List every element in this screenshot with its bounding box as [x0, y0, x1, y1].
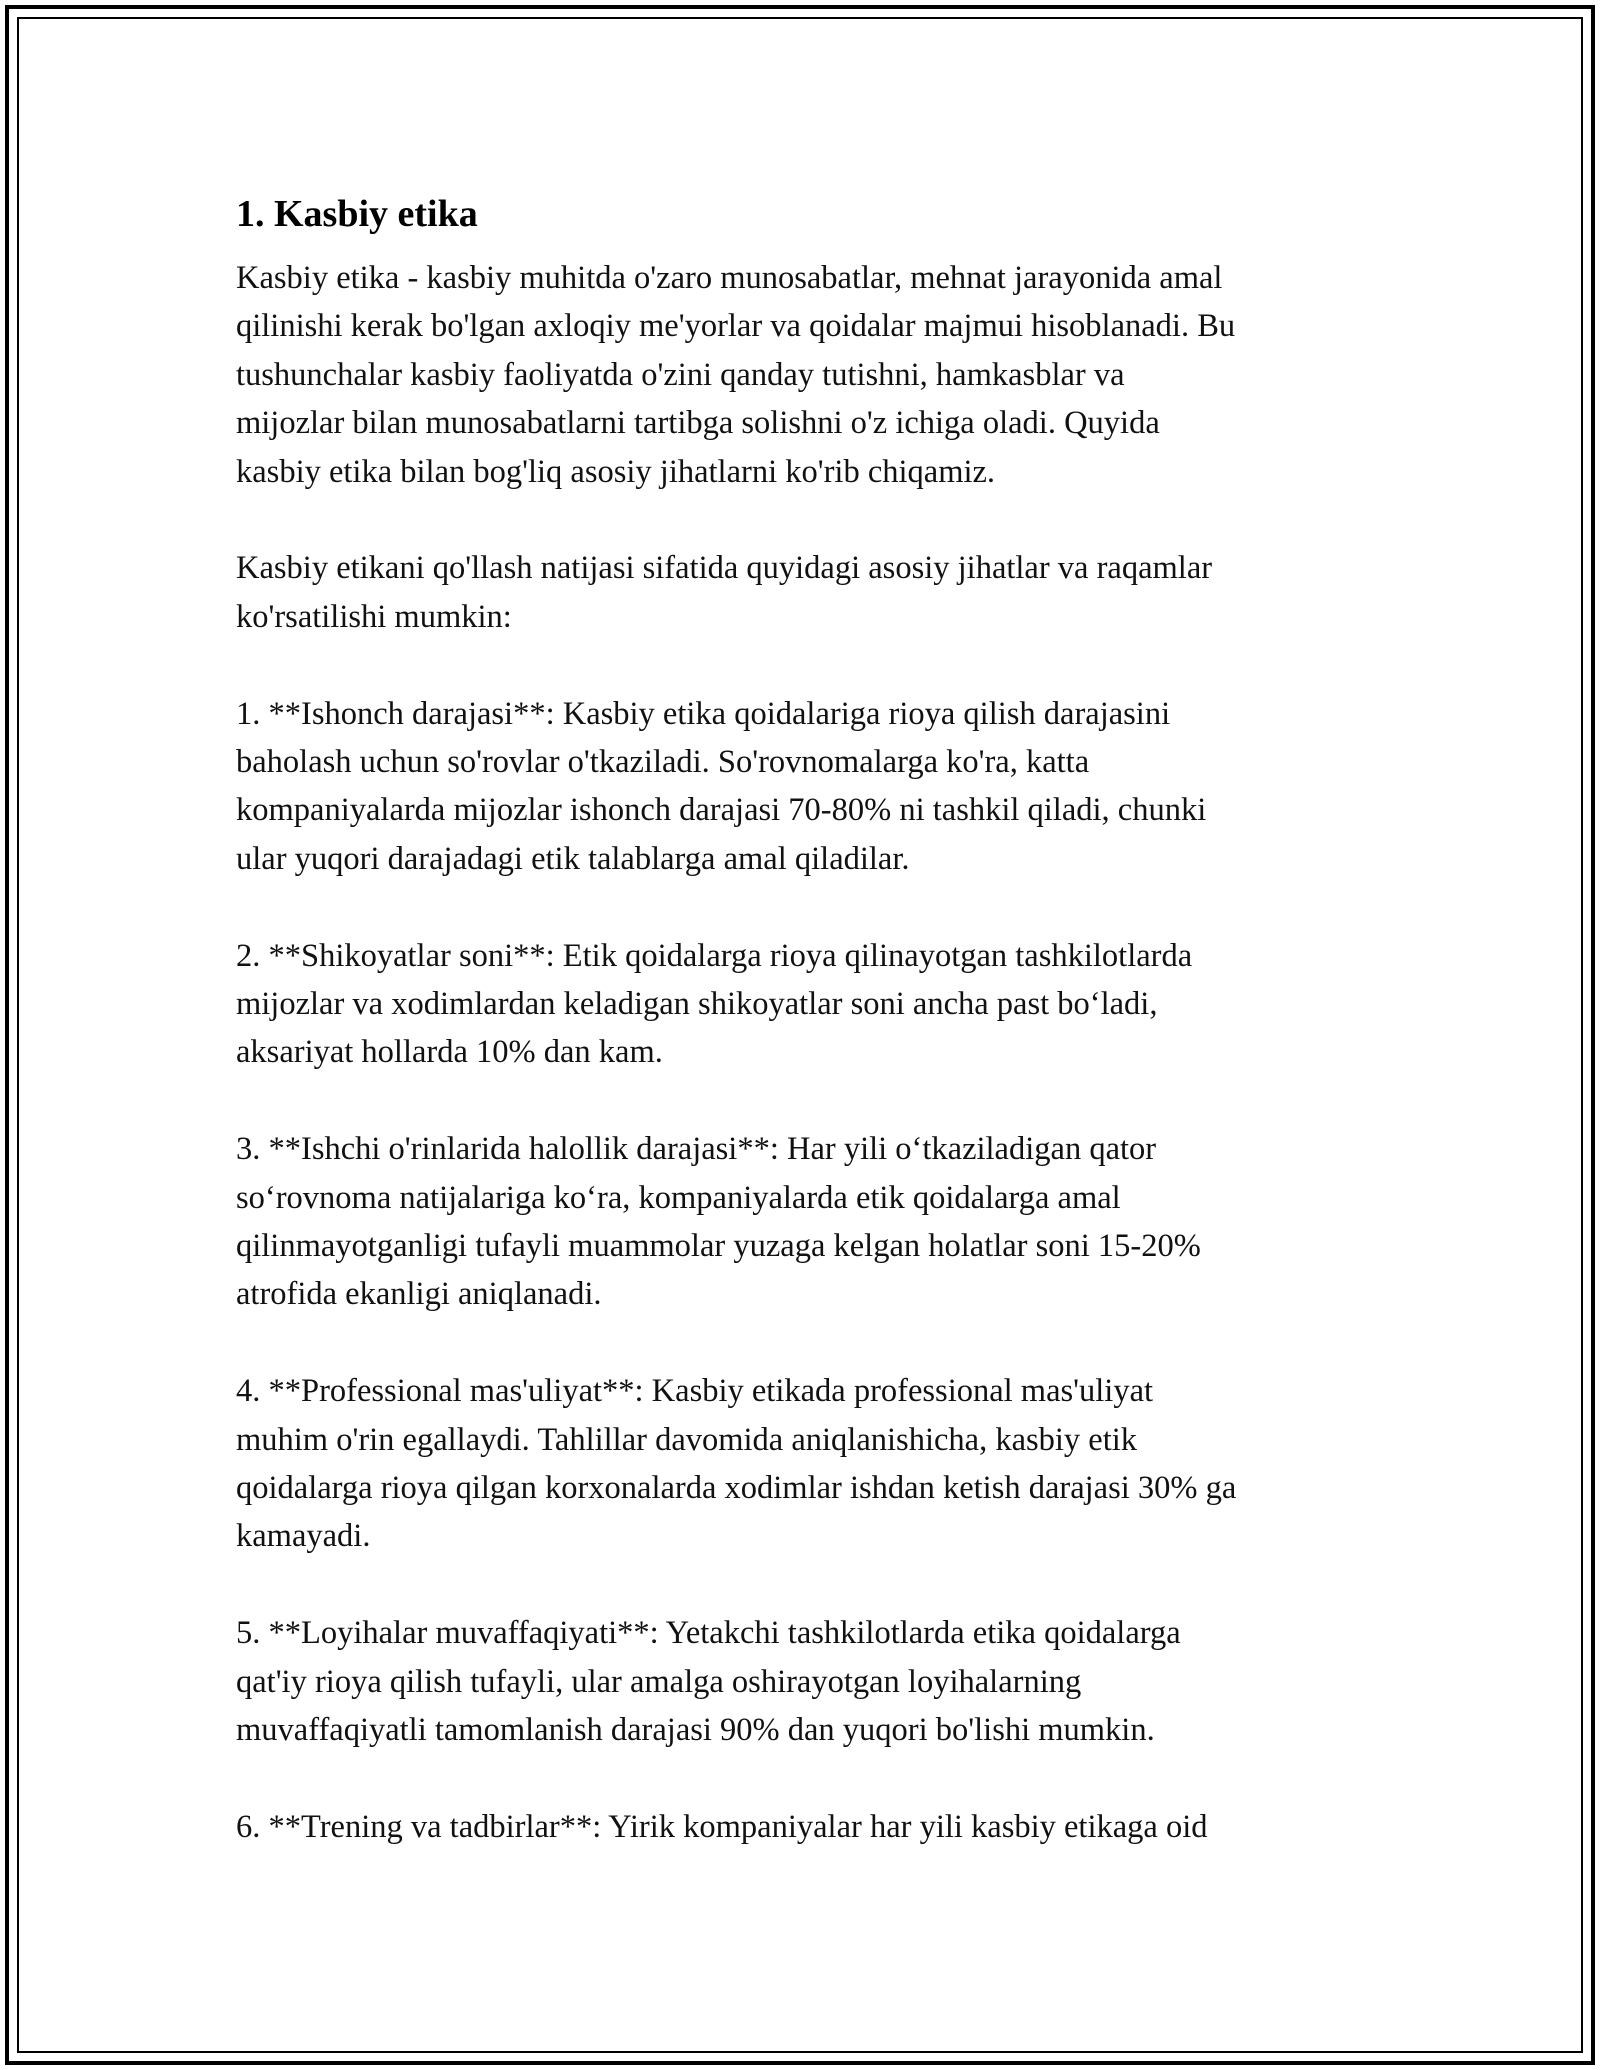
list-item-3: 3. **Ishchi o'rinlarida halollik darajasi**: Har yili o‘tkaziladigan qator so‘rovnoma natijalariga ko‘ra, kompaniyalarda etik qoidalarga amal qilinmayotganligi tufayli muammolar yuzaga kelgan holatlar soni 15-20% atrofida ekanligi aniqlanadi.: [236, 1131, 1201, 1313]
paragraph-spacer: [236, 641, 1376, 689]
paragraph-spacer: [236, 1561, 1376, 1609]
list-item-1: 1. **Ishonch darajasi**: Kasbiy etika qoidalariga rioya qilish darajasini baholash uchun so'rovlar o'tkaziladi. So'rovnomalarga ko'ra, katta kompaniyalarda mijozlar ishonch darajasi 70-80% ni tashkil qiladi, chunki ular yuqori darajadagi etik talablarga amal qiladilar.: [236, 695, 1207, 877]
paragraph-intro: Kasbiy etika - kasbiy muhitda o'zaro munosabatlar, mehnat jarayonida amal qilinishi kerak bo'lgan axloqiy me'yorlar va qoidalar majmui hisoblanadi. Bu tushunchalar kasbiy faoliyatda o'zini qanday tutishni, hamkasblar va mijozlar bilan munosabatlarni tartibga solishni o'z ichiga oladi. Quyida kasbiy etika bilan bog'liq asosiy jihatlarni ko'rib chiqamiz.: [236, 260, 1236, 490]
document-heading: 1. Kasbiy etika: [236, 193, 478, 235]
list-item-6: 6. **Trening va tadbirlar**: Yirik kompaniyalar har yili kasbiy etikaga oid: [236, 1808, 1208, 1845]
list-item-2: 2. **Shikoyatlar soni**: Etik qoidalarga rioya qilinayotgan tashkilotlarda mijozlar va xodimlardan keladigan shikoyatlar soni ancha past bo‘ladi, aksariyat hollarda 10% dan kam.: [236, 937, 1193, 1071]
paragraph-lead: Kasbiy etikani qo'llash natijasi sifatida quyidagi asosiy jihatlar va raqamlar ko'rsatilishi mumkin:: [236, 550, 1213, 635]
list-item-4: 4. **Professional mas'uliyat**: Kasbiy etikada professional mas'uliyat muhim o'rin egallaydi. Tahlillar davomida aniqlanishicha, kasbiy etik qoidalarga rioya qilgan korxonalarda xodimlar ishdan ketish darajasi 30% ga kamayadi.: [236, 1373, 1237, 1555]
paragraph-spacer: [236, 883, 1376, 931]
paragraph-spacer: [236, 1319, 1376, 1367]
list-item-5: 5. **Loyihalar muvaffaqiyati**: Yetakchi tashkilotlarda etika qoidalarga qat'iy rioya qilish tufayli, ular amalga oshirayotgan loyihalarning muvaffaqiyatli tamomlanish darajasi 90% dan yuqori bo'lishi mumkin.: [236, 1615, 1181, 1749]
paragraph-spacer: [236, 496, 1376, 544]
paragraph-spacer: [236, 1077, 1376, 1125]
document-body: [236, 186, 1376, 1851]
paragraph-spacer: [236, 1755, 1376, 1803]
